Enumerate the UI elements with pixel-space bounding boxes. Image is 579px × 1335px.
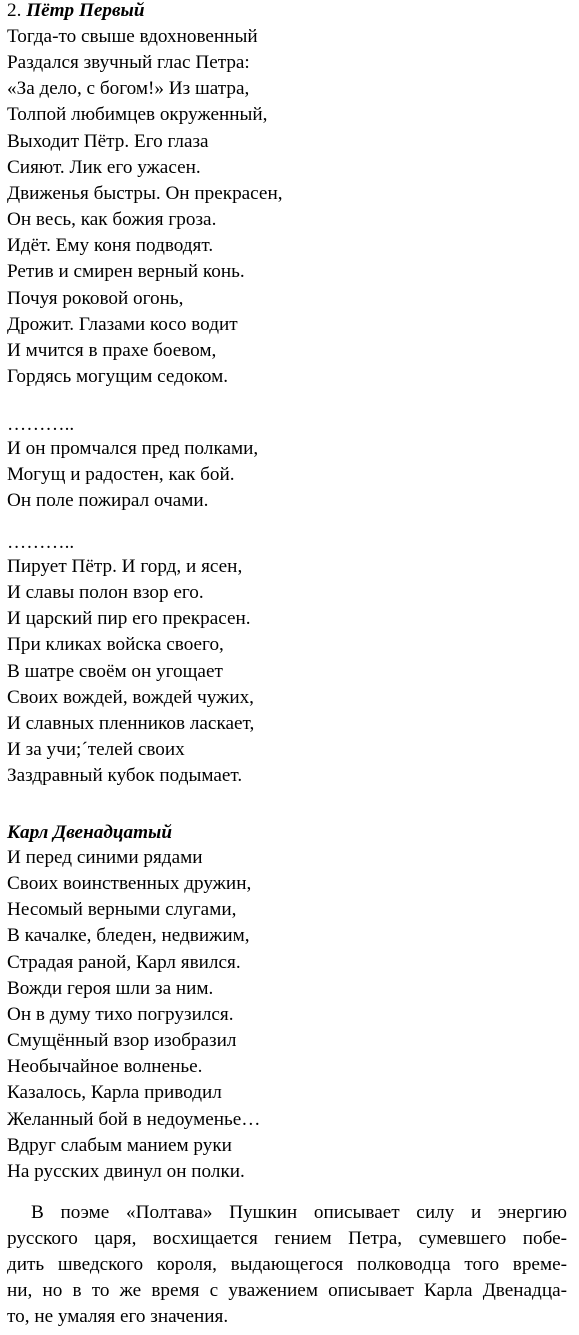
poem-line: И царский пир его прекрасен. — [7, 608, 251, 630]
section-title-karl: Карл Двенадцатый — [7, 822, 173, 843]
poem-line: Он в думу тихо погрузился. — [7, 1003, 234, 1025]
poem-line: Необычайное волненье. — [7, 1056, 203, 1078]
poem-line: Могущ и радостен, как бой. — [7, 464, 235, 486]
poem-line: Вдруг слабым манием руки — [7, 1134, 232, 1156]
poem-heading — [7, 0, 145, 24]
poem-line: На русских двинул он полки. — [7, 1160, 245, 1182]
poem-line: Своих воинственных дружин, — [7, 873, 252, 895]
poem-line: Своих вождей, вождей чужих, — [7, 686, 254, 708]
poem-line: Тогда-то свыше вдохновенный — [7, 26, 258, 47]
poem-line: При кликах войска своего, — [7, 634, 224, 656]
poem-line: Гордясь могущим седоком. — [7, 365, 229, 387]
poem-line: Движенья быстры. Он прекрасен, — [7, 182, 283, 204]
poem-line: «За дело, с богом!» Из шатра, — [7, 78, 250, 100]
poem-line: Ретив и смирен верный конь. — [7, 261, 245, 283]
poem-line: И мчится в прахе боевом, — [7, 339, 217, 361]
poem-line: Пирует Пётр. И горд, и ясен, — [7, 556, 243, 577]
poem-line: И славных пленников ласкает, — [7, 712, 255, 734]
poem-line: И славы полон взор его. — [7, 582, 204, 604]
heading-title: Пётр Первый — [26, 0, 145, 21]
poem-line: Раздался звучный глас Петра: — [7, 52, 250, 74]
poem-line: Дрожит. Глазами косо водит — [7, 313, 238, 335]
paragraph-line: ни, но в то же время с уважением описывает Карла Двенадца- — [7, 1280, 567, 1302]
poem-line: Вожди героя шли за ним. — [7, 977, 214, 999]
poem-line: Казалось, Карла приводил — [7, 1082, 222, 1104]
poem-line: И перед синими рядами — [7, 847, 203, 868]
poem-line: Смущённый взор изобразил — [7, 1030, 237, 1052]
paragraph-line: дить шведского короля, выдающегося полководца того време- — [7, 1254, 567, 1276]
poem-line: Сияют. Лик его ужасен. — [7, 156, 201, 178]
poem-line: Он весь, как божия гроза. — [7, 209, 217, 231]
poem-line: Он поле пожирал очами. — [7, 490, 209, 512]
poem-line: И за учи;´телей своих — [7, 739, 185, 761]
poem-line: В качалке, бледен, недвижим, — [7, 925, 250, 947]
poem-line: Желанный бой в недоуменье… — [7, 1108, 261, 1130]
paragraph-line: В поэме «Полтава» Пушкин описывает силу и энергию — [31, 1202, 567, 1223]
poem-line: Выходит Пётр. Его глаза — [7, 130, 209, 152]
ellipsis-separator: ……….. — [7, 532, 75, 553]
poem-line: Почуя роковой огонь, — [7, 287, 184, 309]
poem-line: Толпой любимцев окруженный, — [7, 104, 268, 126]
poem-line: В шатре своём он угощает — [7, 660, 223, 682]
paragraph-line: русского царя, восхищается гением Петра, сумевшего побе- — [7, 1228, 567, 1250]
poem-line: Заздравный кубок подымает. — [7, 765, 243, 787]
heading-number: 2. — [7, 0, 22, 21]
poem-line: И он промчался пред полками, — [7, 438, 259, 459]
poem-line: Несомый верными слугами, — [7, 899, 237, 921]
ellipsis-separator: ……….. — [7, 414, 75, 435]
poem-line: Страдая раной, Карл явился. — [7, 951, 241, 973]
poem-line: Идёт. Ему коня подводят. — [7, 235, 214, 257]
paragraph-line: то, не умаляя его значения. — [7, 1306, 229, 1328]
